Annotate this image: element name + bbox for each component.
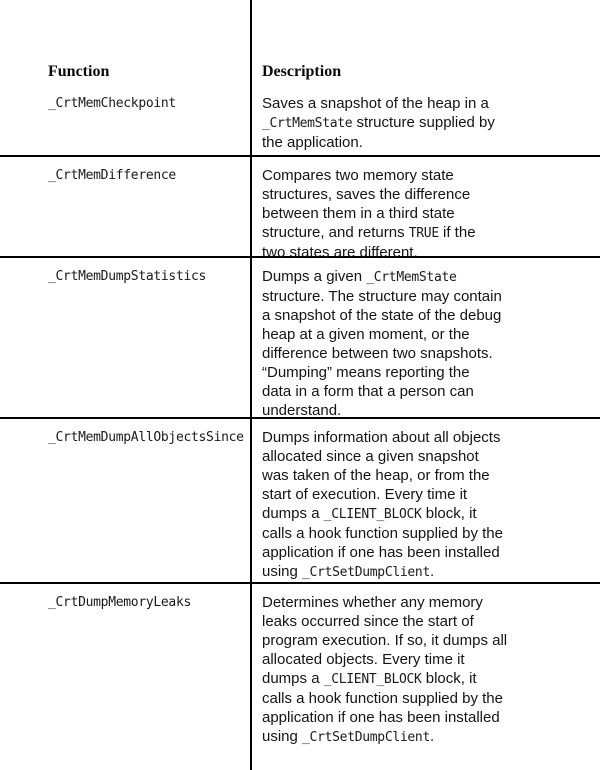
description-column-header: Description: [262, 63, 342, 80]
description-text: Dumps a given: [262, 268, 367, 285]
table-row: [0, 417, 600, 582]
inline-code: _CLIENT_BLOCK: [323, 672, 422, 687]
function-header-cell: [0, 62, 250, 90]
description-line: [262, 363, 580, 382]
table-row: [0, 256, 600, 417]
function-name: _CrtMemDumpAllObjectsSince: [48, 430, 244, 445]
description-text: application if one has been installed: [262, 544, 500, 561]
description-text: allocated objects. Every time it: [262, 651, 465, 668]
inline-code: TRUE: [408, 226, 439, 241]
description-text: the application.: [262, 134, 363, 151]
description-text: structures, saves the difference: [262, 186, 471, 203]
description-line: [262, 466, 580, 485]
inline-code: _CrtMemState: [366, 270, 457, 285]
description-line: [262, 593, 580, 612]
description-cell: [250, 428, 600, 582]
description-line: [262, 306, 580, 325]
description-text: Determines whether any memory: [262, 594, 483, 611]
description-text: heap at a given moment, or the: [262, 326, 470, 343]
description-line: [262, 650, 580, 669]
description-line: [262, 447, 580, 466]
description-text: between them in a third state: [262, 205, 455, 222]
table-header-row: [0, 0, 600, 90]
description-line: [262, 204, 580, 223]
description-text: dumps a: [262, 670, 324, 687]
description-line: [262, 612, 580, 631]
function-name: _CrtMemDumpStatistics: [48, 269, 207, 284]
description-text: difference between two snapshots.: [262, 345, 493, 362]
inline-code: _CrtSetDumpClient: [302, 730, 430, 745]
description-line: [262, 524, 580, 543]
description-text: “Dumping” means reporting the: [262, 364, 470, 381]
function-name: _CrtMemDifference: [48, 168, 176, 183]
description-text: leaks occurred since the start of: [262, 613, 474, 630]
description-line: [262, 669, 580, 689]
table-row: [0, 155, 600, 261]
description-line: [262, 166, 580, 185]
description-cell: [250, 593, 600, 770]
description-line: [262, 243, 580, 262]
description-cell: [250, 166, 600, 261]
description-text: allocated since a given snapshot: [262, 448, 479, 465]
description-text: a snapshot of the state of the debug: [262, 307, 502, 324]
description-line: [262, 727, 580, 747]
description-line: [262, 708, 580, 727]
description-text: using: [262, 563, 303, 580]
description-line: [262, 562, 580, 582]
function-cell: [0, 166, 250, 256]
function-column-header: Function: [48, 63, 110, 80]
description-text: calls a hook function supplied by the: [262, 525, 503, 542]
description-text: calls a hook function supplied by the: [262, 690, 503, 707]
description-text: dumps a: [262, 505, 324, 522]
column-divider-line: [250, 0, 252, 770]
description-line: [262, 185, 580, 204]
description-text: understand.: [262, 402, 342, 419]
description-text: two states are different.: [262, 244, 418, 261]
description-text: if the: [438, 224, 476, 241]
description-text: block, it: [421, 505, 477, 522]
description-line: [262, 325, 580, 344]
description-line: [262, 689, 580, 708]
description-line: [262, 94, 580, 113]
description-header-cell: [250, 62, 600, 90]
table-row: [0, 582, 600, 770]
description-text: was taken of the heap, or from the: [262, 467, 490, 484]
description-line: [262, 543, 580, 562]
description-line: [262, 485, 580, 504]
inline-code: _CLIENT_BLOCK: [323, 507, 422, 522]
description-line: [262, 428, 580, 447]
description-text: structure. The structure may contain: [262, 288, 502, 305]
description-line: [262, 504, 580, 524]
function-cell: [0, 428, 250, 582]
function-cell: [0, 593, 250, 770]
description-text: Compares two memory state: [262, 167, 454, 184]
inline-code: _CrtMemState: [262, 116, 353, 131]
description-text: Dumps information about all objects: [262, 429, 501, 446]
function-name: _CrtMemCheckpoint: [48, 96, 176, 111]
description-text: structure supplied by: [352, 114, 495, 131]
description-text: block, it: [421, 670, 477, 687]
description-text: .: [430, 563, 435, 580]
description-cell: [250, 267, 600, 417]
description-line: [262, 113, 580, 133]
description-text: Saves a snapshot of the heap in a: [262, 95, 489, 112]
description-text: using: [262, 728, 303, 745]
description-line: [262, 401, 580, 420]
description-line: [262, 287, 580, 306]
function-cell: [0, 94, 250, 155]
description-line: [262, 223, 580, 243]
inline-code: _CrtSetDumpClient: [302, 565, 430, 580]
description-line: [262, 267, 580, 287]
description-text: program execution. If so, it dumps all: [262, 632, 508, 649]
function-cell: [0, 267, 250, 417]
table-row: [0, 90, 600, 155]
description-text: .: [430, 728, 435, 745]
description-line: [262, 133, 580, 152]
function-name: _CrtDumpMemoryLeaks: [48, 595, 192, 610]
description-line: [262, 344, 580, 363]
description-line: [262, 382, 580, 401]
description-line: [262, 631, 580, 650]
description-text: application if one has been installed: [262, 709, 500, 726]
description-text: structure, and returns: [262, 224, 409, 241]
description-text: start of execution. Every time it: [262, 486, 468, 503]
description-cell: [250, 94, 600, 155]
description-text: data in a form that a person can: [262, 383, 474, 400]
table-body: [0, 90, 600, 770]
